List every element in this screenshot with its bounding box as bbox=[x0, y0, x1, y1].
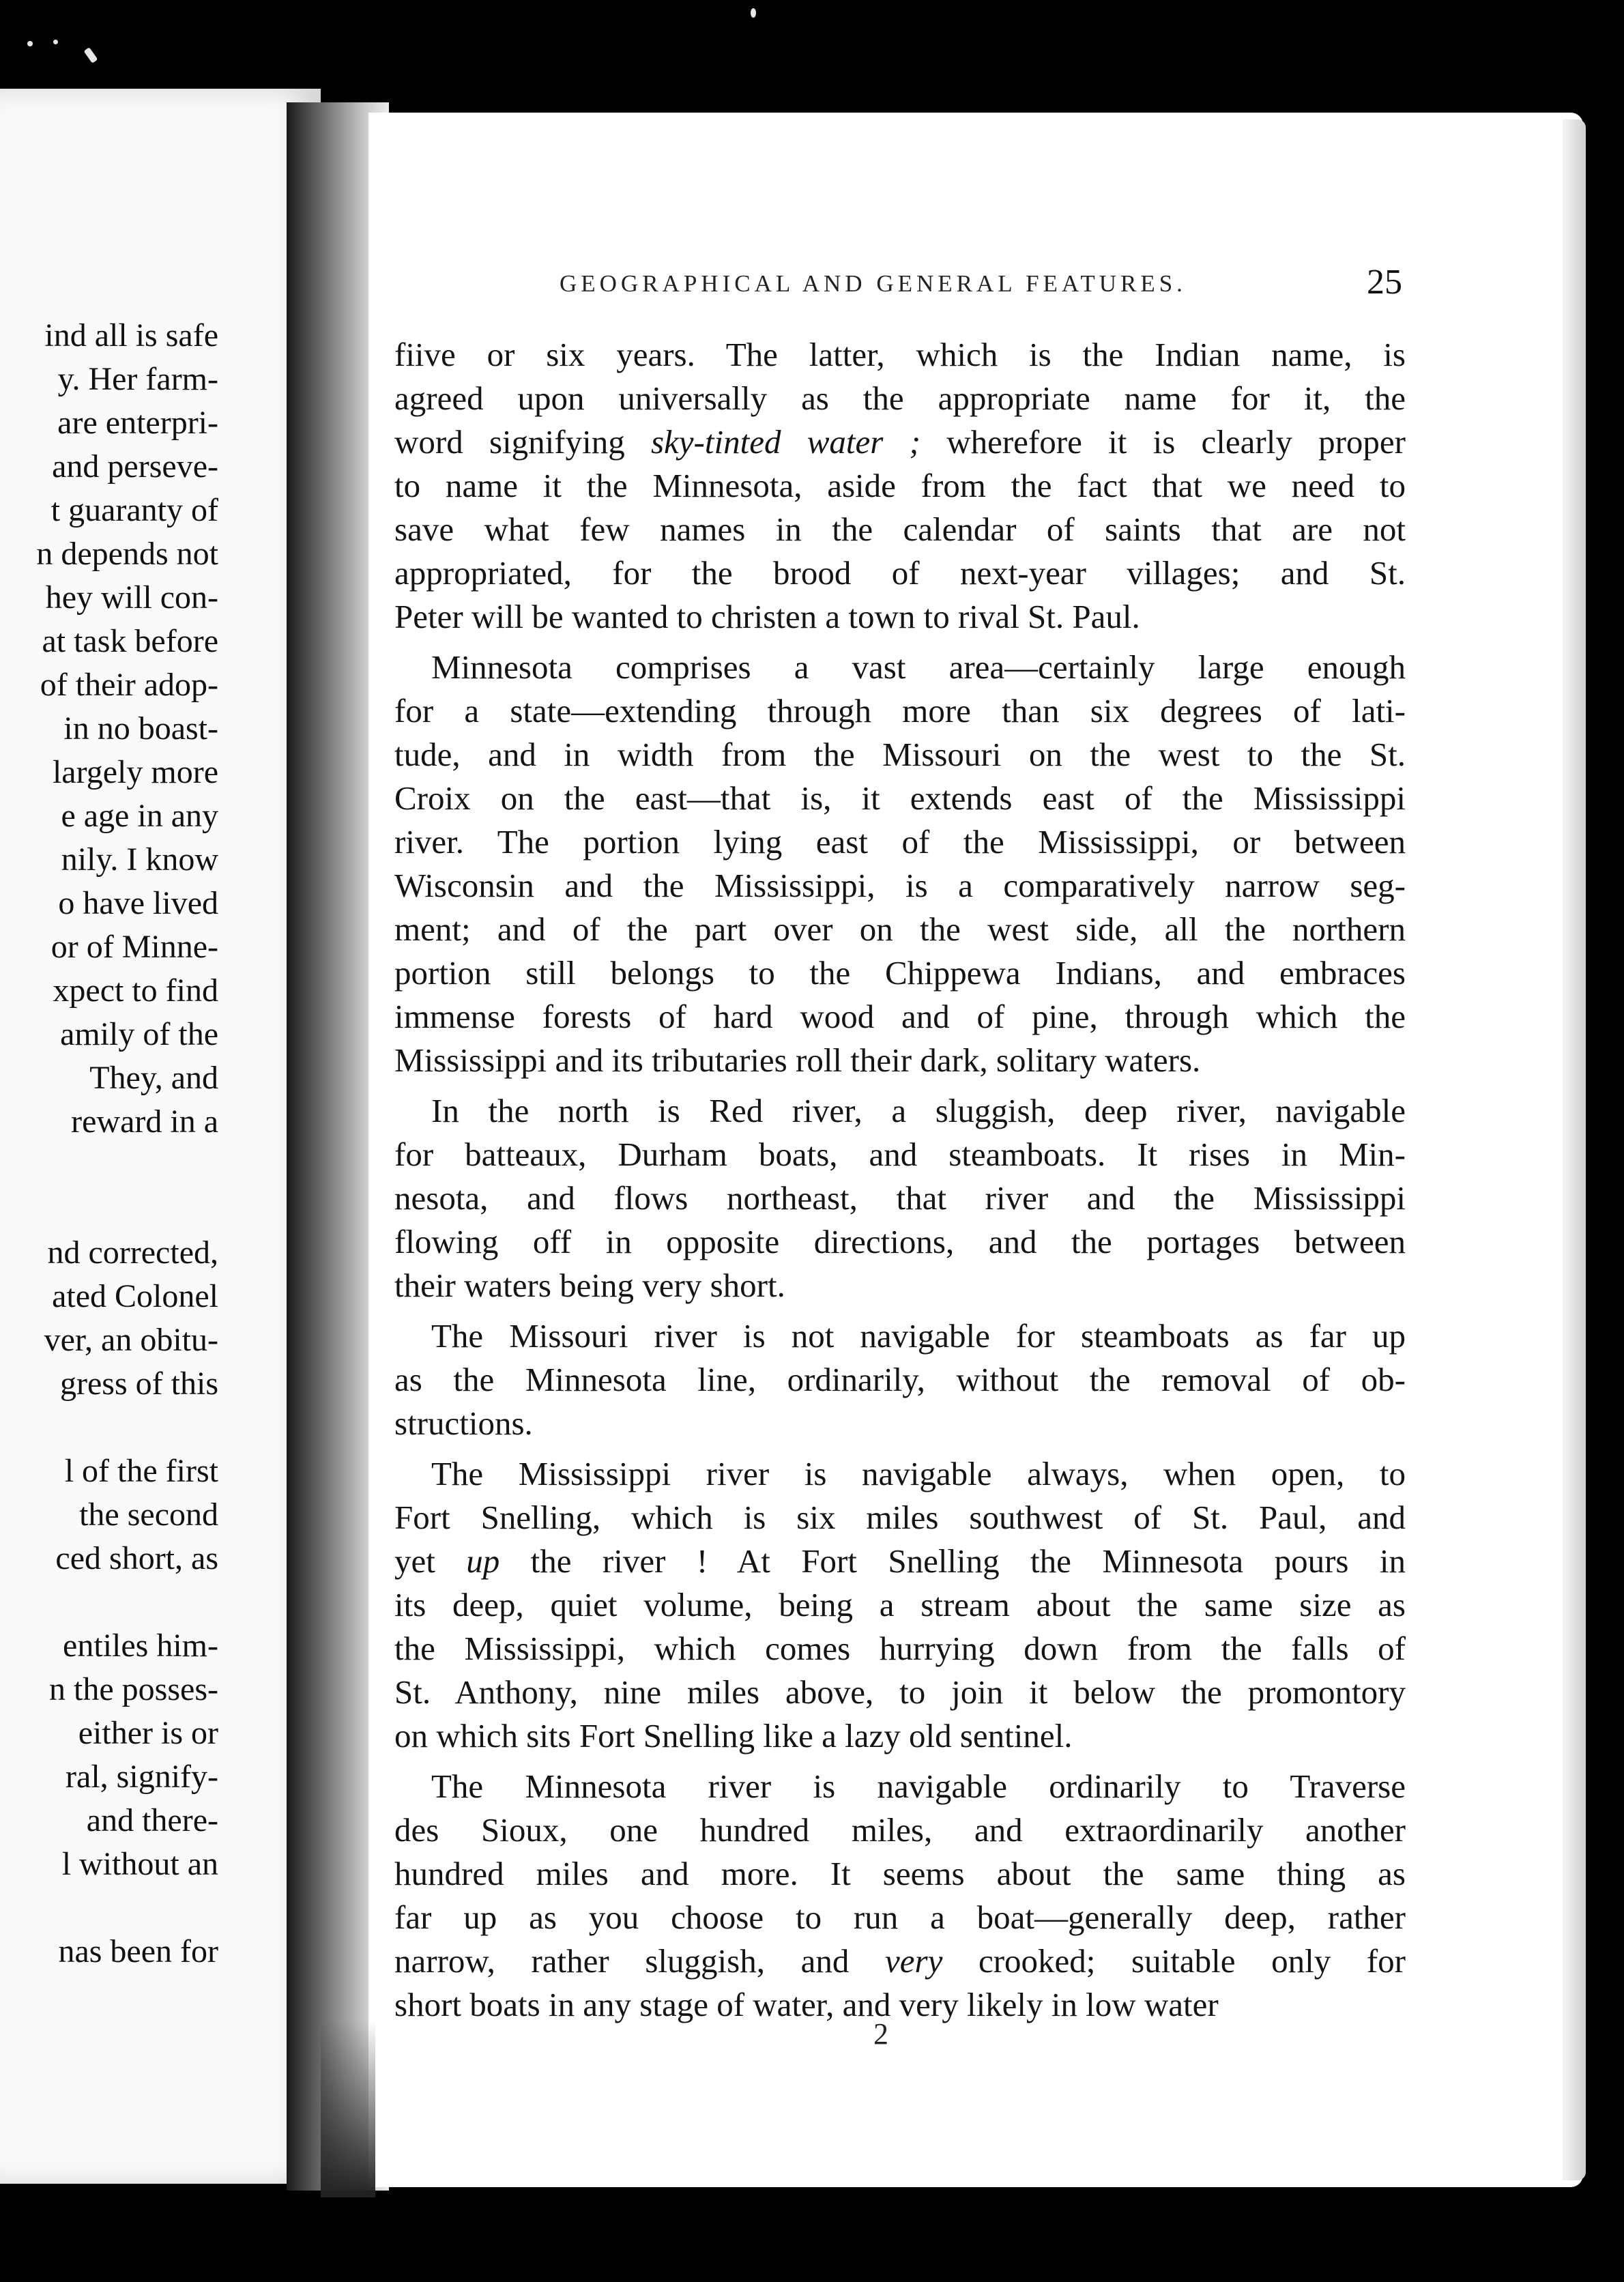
text-line: yet up the river ! At Fort Snelling the Minnesota pours in bbox=[394, 1542, 1406, 1580]
left-page-line: at task before bbox=[42, 623, 218, 659]
paragraph bbox=[394, 646, 1406, 1082]
text-line: short boats in any stage of water, and very likely in low water bbox=[394, 1986, 1219, 2023]
signature-mark: 2 bbox=[873, 2017, 888, 2051]
left-page-line: entiles him- bbox=[63, 1628, 218, 1664]
left-page-line bbox=[0, 1144, 218, 1187]
text-line: its deep, quiet volume, being a stream about the same size as bbox=[394, 1586, 1406, 1623]
left-page-line: ced short, as bbox=[55, 1540, 218, 1576]
text-line: far up as you choose to run a boat—generally deep, rather bbox=[394, 1898, 1406, 1936]
left-page-line: amily of the bbox=[60, 1016, 218, 1052]
text-line: immense forests of hard wood and of pine, through which the bbox=[394, 998, 1406, 1035]
text-line: portion still belongs to the Chippewa Indians, and embraces bbox=[394, 954, 1406, 992]
left-page-line: n depends not bbox=[36, 536, 218, 572]
left-page-line: nily. I know bbox=[61, 841, 218, 878]
text-line: Wisconsin and the Mississippi, is a comparatively narrow seg- bbox=[394, 867, 1406, 904]
scan-speck bbox=[27, 41, 33, 46]
gutter-bottom-shadow bbox=[321, 2020, 375, 2197]
left-page-line: o have lived bbox=[58, 885, 218, 921]
text-line: river. The portion lying east of the Mississippi, or between bbox=[394, 823, 1406, 861]
left-page-text bbox=[0, 314, 218, 1974]
page-edge bbox=[1563, 119, 1586, 2180]
left-page-line: and perseve- bbox=[52, 448, 218, 485]
text-line: des Sioux, one hundred miles, and extraordinarily another bbox=[394, 1811, 1406, 1849]
page-number: 25 bbox=[1367, 263, 1402, 302]
left-page-line: largely more bbox=[52, 754, 218, 790]
text-line: their waters being very short. bbox=[394, 1267, 785, 1304]
left-page-line: They, and bbox=[89, 1060, 218, 1096]
paragraph bbox=[394, 1314, 1406, 1445]
running-head: GEOGRAPHICAL AND GENERAL FEATURES. bbox=[560, 270, 1187, 297]
left-page-line: t guaranty of bbox=[50, 492, 218, 528]
scan-speck bbox=[53, 40, 58, 44]
left-page-line: either is or bbox=[78, 1715, 218, 1751]
text-line: for batteaux, Durham boats, and steamboats. It rises in Min- bbox=[394, 1136, 1406, 1173]
text-line: Minnesota comprises a vast area—certainly large enough bbox=[431, 648, 1406, 686]
paragraph bbox=[394, 1765, 1406, 2027]
left-page-line bbox=[0, 1187, 218, 1231]
body-text bbox=[394, 333, 1406, 2034]
left-page-line: of their adop- bbox=[40, 667, 218, 703]
left-page-line: ver, an obitu- bbox=[44, 1322, 218, 1358]
text-line: agreed upon universally as the appropriate name for it, the bbox=[394, 379, 1406, 417]
left-page-line: reward in a bbox=[71, 1103, 218, 1140]
paragraph bbox=[394, 1452, 1406, 1758]
text-line: save what few names in the calendar of saints that are not bbox=[394, 510, 1406, 548]
left-page-line: xpect to find bbox=[53, 972, 218, 1009]
text-line: for a state—extending through more than six degrees of lati- bbox=[394, 692, 1406, 730]
left-page-line bbox=[0, 1886, 218, 1930]
left-page-line: in no boast- bbox=[63, 710, 218, 747]
left-page-line: the second bbox=[79, 1497, 218, 1533]
left-page-line: l without an bbox=[61, 1846, 218, 1882]
left-page-line: are enterpri- bbox=[57, 405, 218, 441]
text-line: appropriated, for the brood of next-year villages; and St. bbox=[394, 554, 1406, 592]
text-line: narrow, rather sluggish, and very crooked; suitable only for bbox=[394, 1942, 1406, 1980]
text-line: ment; and of the part over on the west side, all the northern bbox=[394, 910, 1406, 948]
left-page-line: y. Her farm- bbox=[57, 361, 218, 397]
left-page-line: e age in any bbox=[61, 798, 218, 834]
text-line: Peter will be wanted to christen a town to rival St. Paul. bbox=[394, 598, 1140, 635]
left-page-line bbox=[0, 1580, 218, 1624]
left-page-line: n the posses- bbox=[49, 1671, 218, 1707]
paragraph bbox=[394, 333, 1406, 639]
left-page-line: or of Minne- bbox=[50, 929, 218, 965]
text-line: as the Minnesota line, ordinarily, without the removal of ob- bbox=[394, 1361, 1406, 1398]
text-line: flowing off in opposite directions, and the portages between bbox=[394, 1223, 1406, 1260]
scan-speck bbox=[84, 47, 98, 63]
text-line: on which sits Fort Snelling like a lazy old sentinel. bbox=[394, 1717, 1073, 1754]
text-line: fiive or six years. The latter, which is the Indian name, is bbox=[394, 336, 1406, 373]
text-line: In the north is Red river, a sluggish, deep river, navigable bbox=[431, 1092, 1406, 1129]
text-line: St. Anthony, nine miles above, to join it below the promontory bbox=[394, 1673, 1406, 1711]
text-line: hundred miles and more. It seems about the same thing as bbox=[394, 1855, 1406, 1892]
scan-speck bbox=[751, 8, 756, 18]
left-page-line: l of the first bbox=[64, 1453, 218, 1489]
left-page-line: and there- bbox=[86, 1802, 218, 1838]
left-page-line: hey will con- bbox=[45, 579, 218, 616]
text-line: Croix on the east—that is, it extends east of the Mississippi bbox=[394, 779, 1406, 817]
paragraph bbox=[394, 1089, 1406, 1308]
left-page-line: ind all is safe bbox=[44, 317, 218, 353]
left-facing-page bbox=[0, 89, 321, 2184]
left-page-line: nas been for bbox=[58, 1933, 218, 1969]
text-line: The Mississippi river is navigable always, when open, to bbox=[431, 1455, 1406, 1492]
text-line: to name it the Minnesota, aside from the fact that we need to bbox=[394, 467, 1406, 504]
text-line: nesota, and flows northeast, that river and the Mississippi bbox=[394, 1179, 1406, 1217]
left-page-line: ral, signify- bbox=[66, 1759, 218, 1795]
text-line: Mississippi and its tributaries roll their dark, solitary waters. bbox=[394, 1041, 1201, 1079]
text-line: word signifying sky-tinted water ; wherefore it is clearly proper bbox=[394, 423, 1406, 461]
text-line: tude, and in width from the Missouri on the west to the St. bbox=[394, 736, 1406, 773]
left-page-line: nd corrected, bbox=[47, 1234, 218, 1271]
text-line: The Missouri river is not navigable for steamboats as far up bbox=[431, 1317, 1406, 1355]
text-line: structions. bbox=[394, 1404, 533, 1442]
text-line: The Minnesota river is navigable ordinarily to Traverse bbox=[431, 1767, 1406, 1805]
left-page-line: gress of this bbox=[60, 1366, 218, 1402]
text-line: Fort Snelling, which is six miles southwest of St. Paul, and bbox=[394, 1499, 1406, 1536]
left-page-line bbox=[0, 1406, 218, 1449]
text-line: the Mississippi, which comes hurrying down from the falls of bbox=[394, 1630, 1406, 1667]
left-page-line: ated Colonel bbox=[52, 1278, 218, 1314]
